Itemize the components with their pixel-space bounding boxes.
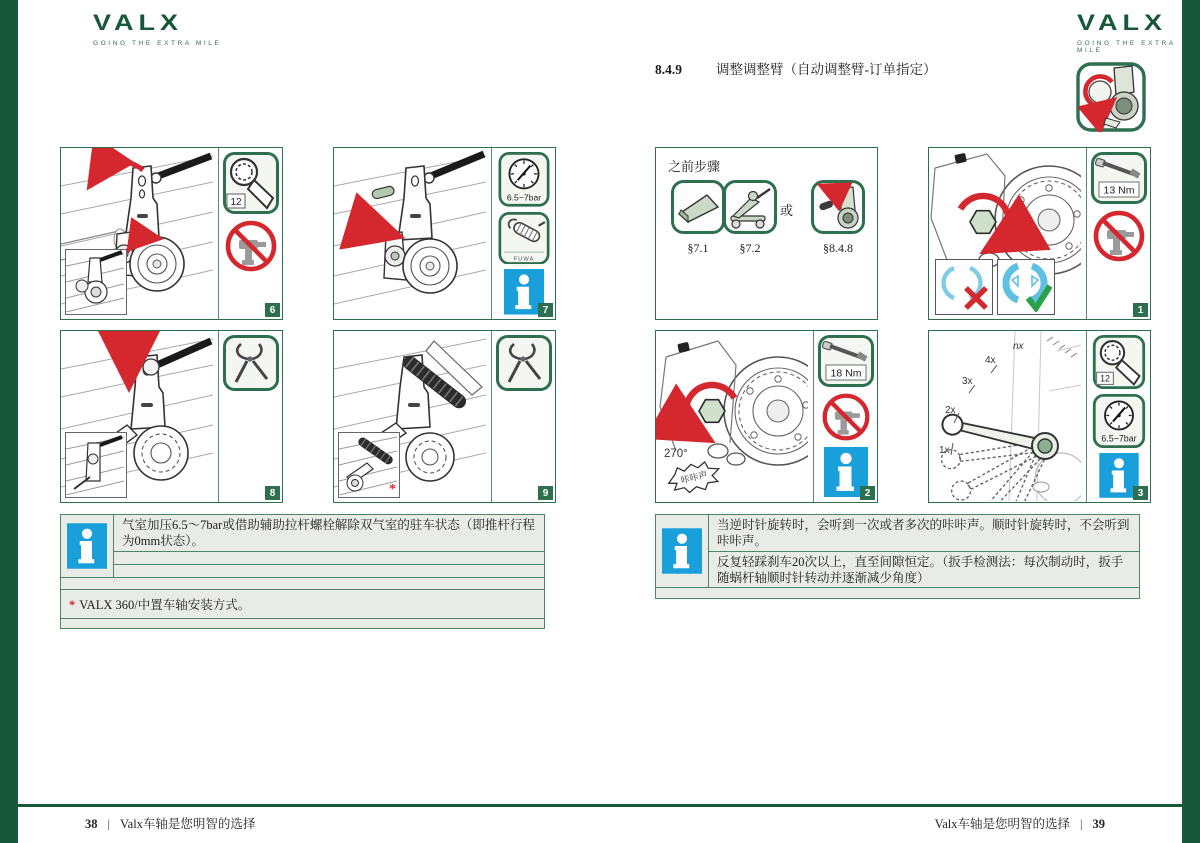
info-row: 反复轻踩刹车20次以上，直至间隙恒定。（扳手检测法：每次制动时，扳手随蜗杆轴顺时针转动并逐渐减少角度）	[717, 554, 1124, 585]
footer-right	[935, 814, 1105, 832]
left-edge-band	[0, 0, 18, 843]
inset-wrong-rotation	[935, 259, 993, 315]
pressure-label: 6.5~7bar	[1100, 433, 1137, 444]
valx-logo-left	[93, 12, 221, 47]
panel-number-badge: 8	[265, 486, 280, 500]
valx-tagline: GOING THE EXTRA MILE	[93, 40, 222, 47]
hose-brand-label: FUWA	[513, 255, 534, 262]
info-row: 当逆时针旋转时，会听到一次或者多次的咔咔声。顺时针旋转时，不会听到咔咔声。	[709, 515, 1139, 552]
section-title: 调整调整臂（自动调整臂-订单指定）	[716, 62, 937, 77]
wrench-size-label: 12	[1099, 373, 1110, 384]
prev-step-8-4-8	[810, 180, 866, 256]
prev-step-label: §7.1	[687, 241, 709, 255]
section-thumbnail-icon	[1076, 62, 1146, 137]
info-row	[114, 552, 544, 565]
no-impact-wrench-icon	[224, 219, 278, 273]
stroke-label-2x: 2x	[945, 405, 956, 416]
footnote-asterisk: *	[389, 482, 396, 497]
footnote-text: VALX 360/中置车轴安装方式。	[79, 598, 251, 612]
pressure-gauge-icon	[496, 152, 552, 207]
wheel-chock-icon	[671, 180, 725, 234]
tool-strip	[218, 331, 282, 502]
previous-steps-title: 之前步骤	[668, 159, 721, 174]
rotation-angle-label: 270°	[664, 448, 688, 460]
pressure-label: 6.5~7bar	[506, 192, 541, 203]
stroke-label-4x: 4x	[985, 355, 996, 366]
inset-detail-view	[65, 432, 127, 498]
step-panel-8	[60, 330, 283, 503]
torque-label: 18 Nm	[830, 367, 861, 380]
info-row-empty	[61, 577, 544, 589]
footer-separator: |	[1079, 817, 1083, 831]
previous-steps-panel	[655, 147, 878, 320]
footnote-asterisk: *	[69, 598, 76, 612]
footer-separator: |	[107, 817, 111, 831]
stroke-label-nx: nx	[1013, 341, 1024, 352]
fuwa-hose-tool-icon	[496, 212, 552, 265]
inset-detail-view	[338, 432, 400, 498]
illustration-slack-adjuster-rotate	[61, 148, 218, 319]
footer-tagline: Valx车轴是您明智的选择	[934, 817, 1070, 831]
footer-tagline: Valx车轴是您明智的选择	[120, 817, 256, 831]
illustration-turn-adjuster-clockwise	[929, 148, 1086, 319]
info-box-right	[655, 514, 1140, 599]
illustration-attach-spring	[334, 331, 491, 502]
panel-number-badge: 9	[538, 486, 553, 500]
stroke-label-1x: 1x	[939, 445, 950, 456]
step-panel-3	[928, 330, 1151, 503]
footer-rule	[18, 804, 1182, 807]
info-icon	[662, 528, 702, 574]
section-number: 8.4.9	[655, 62, 682, 77]
info-icon	[67, 523, 107, 569]
info-icon-cell	[61, 515, 114, 577]
inset-correct-rotation	[997, 259, 1055, 315]
illustration-back-off-270deg	[656, 331, 813, 502]
tool-strip	[1086, 331, 1150, 502]
step-panel-2	[655, 330, 878, 503]
right-edge-band	[1182, 0, 1200, 843]
valx-tagline: GOING THE EXTRA MILE	[1077, 40, 1176, 54]
step-panel-7	[333, 147, 556, 320]
panel-number-badge: 7	[538, 303, 553, 317]
prev-step-label: §7.2	[739, 241, 761, 255]
prev-step-7-1	[670, 180, 726, 256]
pressure-gauge-icon	[1091, 394, 1147, 448]
tool-strip	[491, 331, 555, 502]
ring-wrench-12-icon	[223, 152, 279, 214]
illustration-press-clevis	[61, 331, 218, 502]
step-panel-6	[60, 147, 283, 320]
footnote-box	[60, 589, 545, 629]
prev-step-7-2	[722, 180, 778, 256]
page-number: 38	[85, 817, 98, 831]
info-box-left	[60, 514, 545, 590]
panel-number-badge: 2	[860, 486, 875, 500]
info-row-empty	[656, 587, 1139, 598]
valx-wordmark: VALX	[1077, 10, 1168, 35]
stroke-label-3x: 3x	[962, 376, 973, 387]
pliers-icon	[496, 335, 552, 391]
trolley-jack-icon	[723, 180, 777, 234]
footer-left	[85, 814, 255, 832]
section-heading	[655, 58, 937, 78]
torque-wrench-18nm-icon	[818, 335, 874, 387]
step-panel-9	[333, 330, 556, 503]
info-row	[114, 565, 544, 577]
tool-strip	[813, 331, 877, 502]
wrench-size-label: 12	[229, 197, 242, 208]
inset-detail-view	[65, 249, 127, 315]
or-label: 或	[780, 203, 794, 218]
ring-wrench-12-icon	[1091, 335, 1147, 389]
no-impact-wrench-icon	[821, 392, 871, 442]
tool-strip	[491, 148, 555, 319]
info-row: 气室加压6.5～7bar或借助辅助拉杆螺栓解除双气室的驻车状态（即推杆行程为0mm状态）。	[114, 515, 544, 552]
page-number: 39	[1092, 817, 1105, 831]
footnote-empty-row	[61, 618, 544, 628]
panel-number-badge: 3	[1133, 486, 1148, 500]
panel-number-badge: 6	[265, 303, 280, 317]
click-sound-label: 咔咔声	[679, 469, 709, 486]
tool-strip	[218, 148, 282, 319]
prev-step-label: §8.4.8	[823, 241, 853, 255]
adjuster-with-pin-icon	[811, 180, 865, 234]
no-impact-wrench-icon	[1092, 209, 1146, 263]
illustration-wrench-strokes	[929, 331, 1086, 502]
valx-wordmark: VALX	[93, 10, 184, 35]
torque-wrench-13nm-icon	[1091, 152, 1147, 204]
illustration-release-parking	[334, 148, 491, 319]
info-icon-cell	[656, 515, 709, 587]
tool-strip	[1086, 148, 1150, 319]
torque-label: 13 Nm	[1103, 184, 1134, 197]
pliers-icon	[223, 335, 279, 391]
step-panel-1	[928, 147, 1151, 320]
valx-logo-right	[1077, 12, 1200, 54]
panel-number-badge: 1	[1133, 303, 1148, 317]
